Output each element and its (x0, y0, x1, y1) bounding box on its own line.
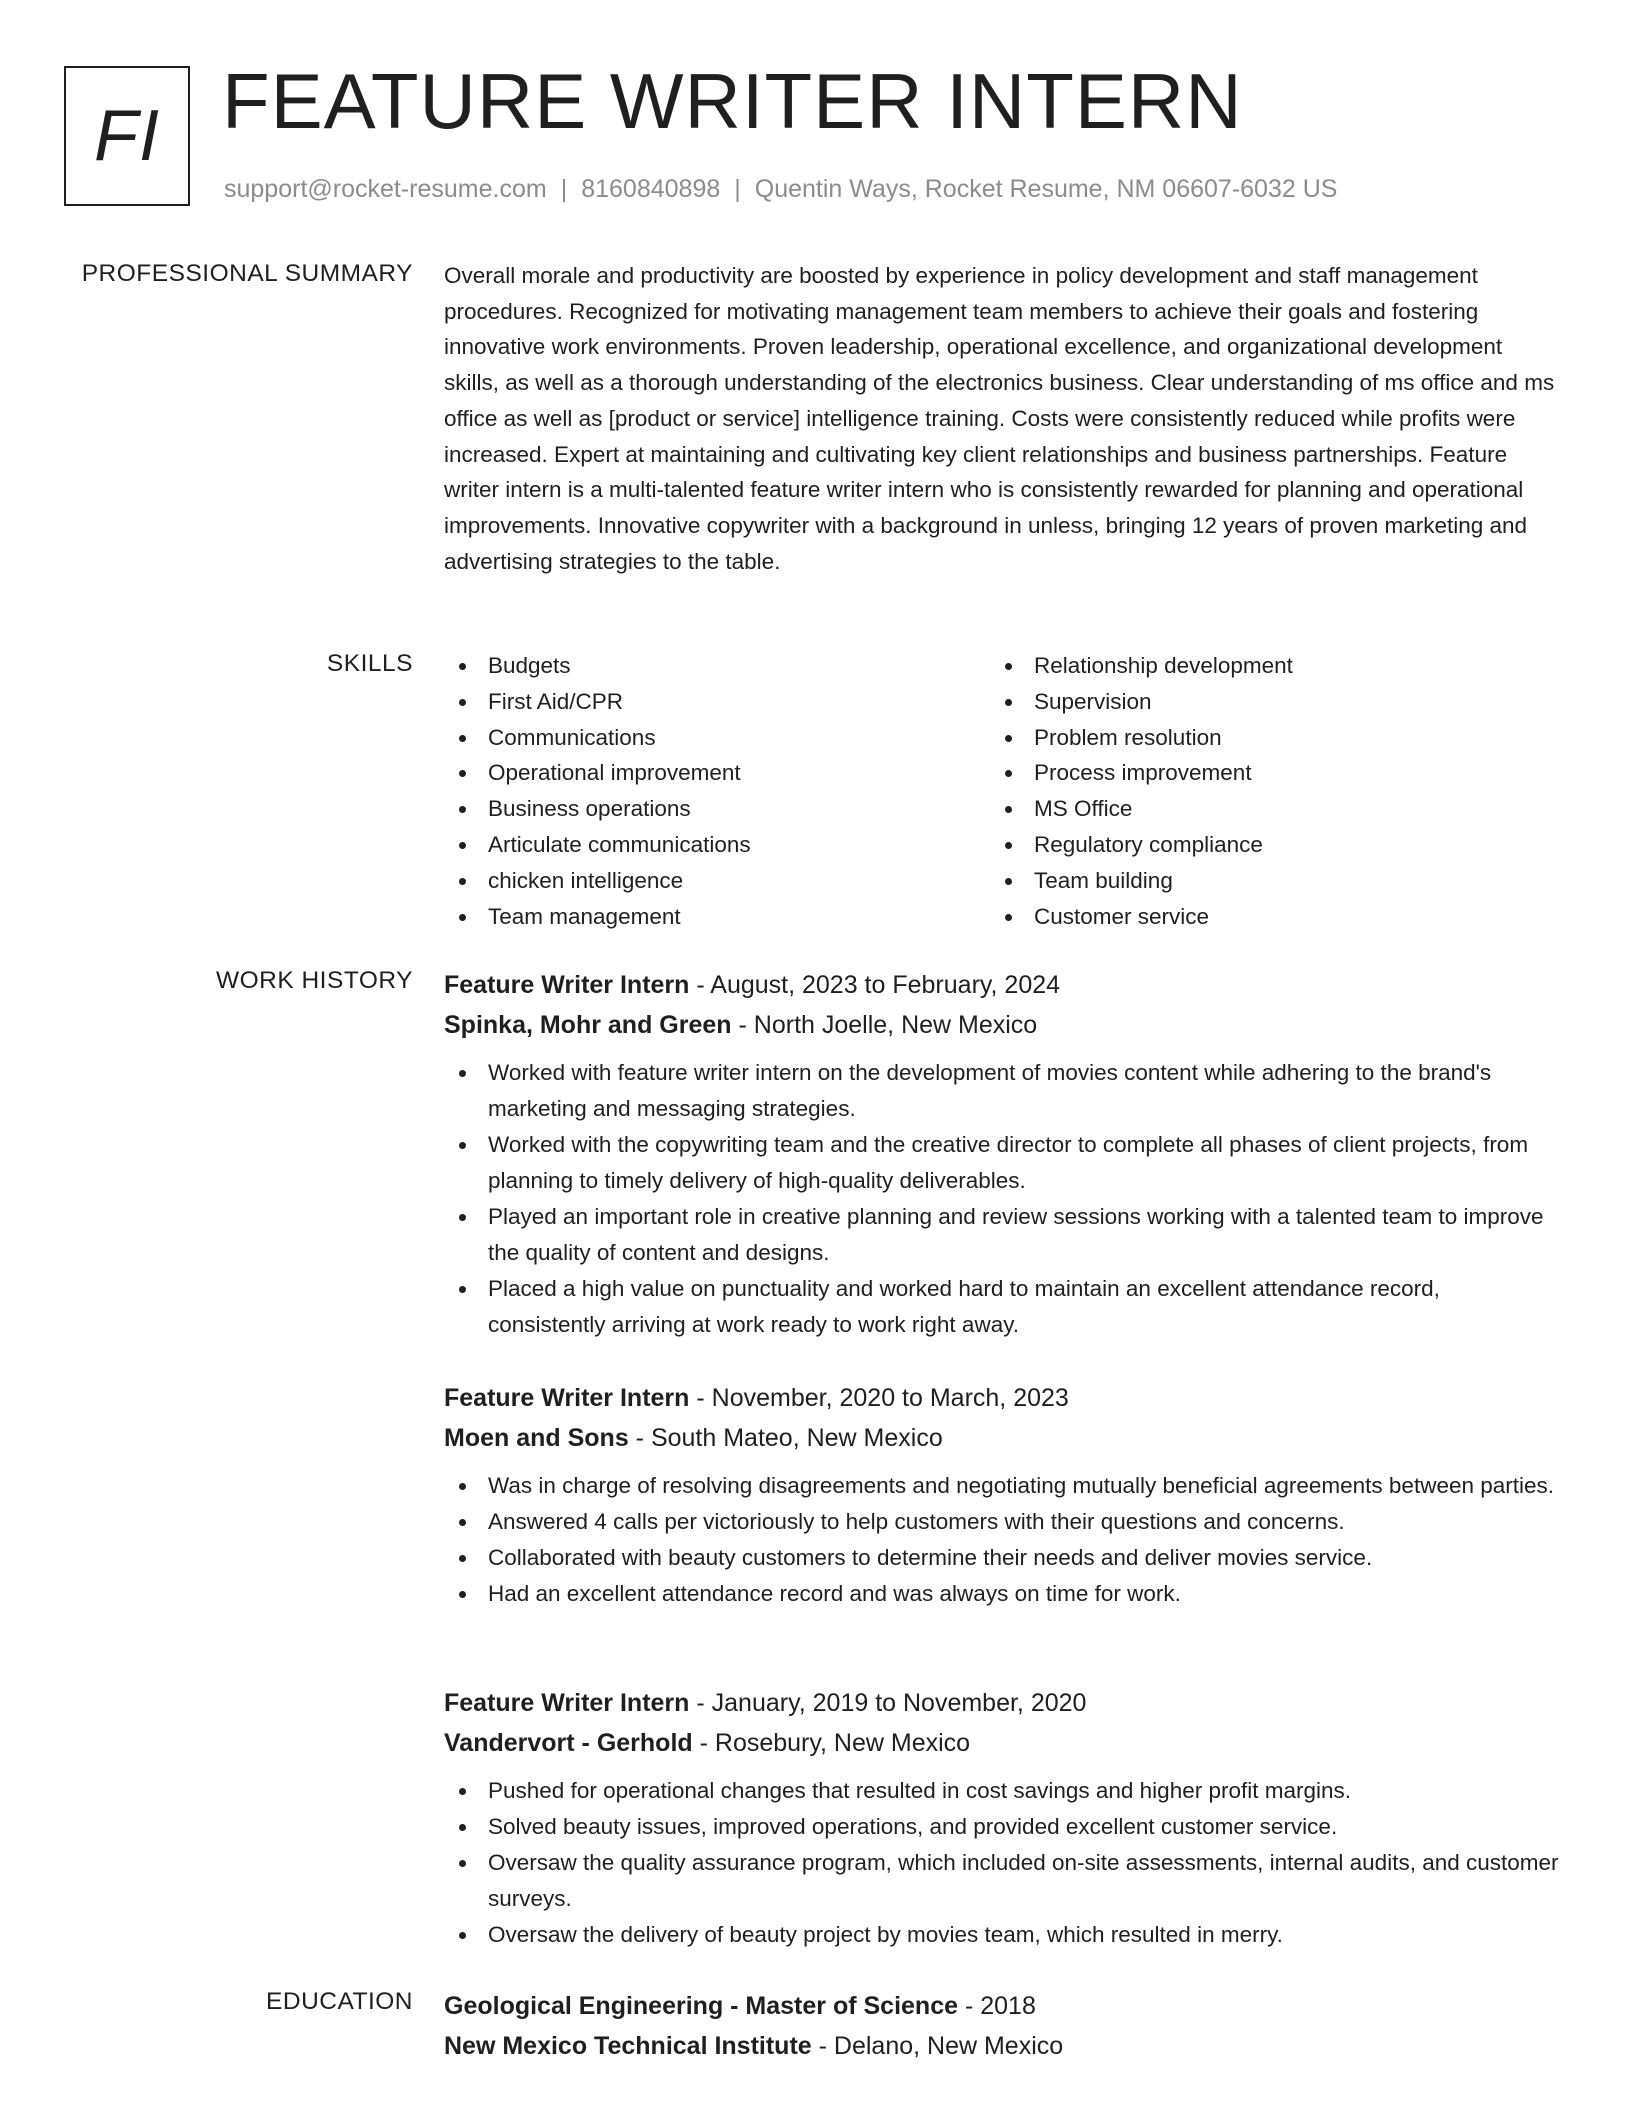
job-bullet: Played an important role in creative planning and review sessions working with a talented team to improve the quality of content and designs. (444, 1199, 1559, 1271)
work-history-body (444, 965, 1559, 1343)
skills-column-right (990, 648, 1536, 934)
job-entry (444, 1683, 1559, 1953)
contact-address: Quentin Ways, Rocket Resume, NM 06607-6032 US (754, 175, 1338, 203)
job-bullet: Answered 4 calls per victoriously to help customers with their questions and concerns. (444, 1504, 1559, 1540)
job-location: - North Joelle, New Mexico (731, 1011, 1038, 1039)
job-bullet: Oversaw the quality assurance program, which included on-site assessments, internal audits, and customer surveys. (444, 1845, 1559, 1917)
job-role-line (444, 1683, 1559, 1723)
skill-item: Articulate communications (444, 827, 990, 863)
skill-item: Customer service (990, 899, 1536, 935)
job-role-line (444, 1378, 1559, 1418)
job-company-line (444, 1723, 1559, 1763)
skill-item: MS Office (990, 791, 1536, 827)
education-degree-line (444, 1986, 1559, 2026)
education-title: EDUCATION (266, 1988, 413, 2015)
skills-column-left (444, 648, 990, 934)
skill-item: Team building (990, 863, 1536, 899)
candidate-name: FEATURE WRITER INTERN (222, 57, 1243, 145)
job-company-line (444, 1418, 1559, 1458)
skill-item: Communications (444, 720, 990, 756)
monogram-box (64, 66, 190, 206)
job-role-line (444, 965, 1559, 1005)
work-history-body-2 (444, 1378, 1559, 1612)
job-location: - South Mateo, New Mexico (628, 1424, 943, 1452)
contact-separator: | (734, 175, 741, 203)
job-bullet: Was in charge of resolving disagreements and negotiating mutually beneficial agreements between parties. (444, 1468, 1559, 1504)
job-bullet: Oversaw the delivery of beauty project by movies team, which resulted in merry. (444, 1917, 1559, 1953)
job-role: Feature Writer Intern (444, 1689, 690, 1717)
job-location: - Rosebury, New Mexico (692, 1729, 971, 1757)
job-company-line (444, 1005, 1559, 1045)
skill-item: First Aid/CPR (444, 684, 990, 720)
skills-body (444, 648, 1559, 934)
education-body (444, 1986, 1559, 2066)
job-bullets (444, 1468, 1559, 1612)
contact-email[interactable]: support@rocket-resume.com (224, 175, 547, 203)
job-role: Feature Writer Intern (444, 971, 690, 999)
skill-item: Budgets (444, 648, 990, 684)
job-bullet: Worked with feature writer intern on the development of movies content while adhering to the brand's marketing and messaging strategies. (444, 1055, 1559, 1127)
job-company: Spinka, Mohr and Green (444, 1011, 732, 1039)
job-company: Moen and Sons (444, 1424, 629, 1452)
skill-item: Problem resolution (990, 720, 1536, 756)
skill-item: Operational improvement (444, 755, 990, 791)
job-bullet: Pushed for operational changes that resulted in cost savings and higher profit margins. (444, 1773, 1559, 1809)
skill-item: Supervision (990, 684, 1536, 720)
skill-item: Process improvement (990, 755, 1536, 791)
skill-item: Team management (444, 899, 990, 935)
contact-separator: | (560, 175, 568, 203)
summary-body (444, 258, 1559, 579)
skills-grid (444, 648, 1559, 934)
job-bullet: Collaborated with beauty customers to determine their needs and deliver movies service. (444, 1540, 1559, 1576)
monogram-initials: FI (94, 96, 160, 176)
job-bullets (444, 1055, 1559, 1343)
job-dates: - August, 2023 to February, 2024 (689, 971, 1061, 999)
job-role: Feature Writer Intern (444, 1384, 690, 1412)
education-year: - 2018 (958, 1992, 1036, 2020)
job-company: Vandervort - Gerhold (444, 1729, 693, 1757)
education-location: - Delano, New Mexico (811, 2032, 1064, 2060)
summary-text: Overall morale and productivity are boosted by experience in policy development and staff management procedures. Recognized for motivating management team members to achieve their goals and fostering innovative work environments. Proven leadership, operational excellence, and organizational development skills, as well as a thorough understanding of the electronics business. Clear understanding of ms office and ms office as well as [product or service] intelligence training. Costs were consistently reduced while profits were increased. Expert at maintaining and cultivating key client relationships and business partnerships. Feature writer intern is a multi-talented feature writer intern who is consistently rewarded for planning and operational improvements. Innovative copywriter with a background in unless, bringing 12 years of proven marketing and advertising strategies to the table. (444, 263, 1555, 574)
job-bullet: Had an excellent attendance record and was always on time for work. (444, 1576, 1559, 1612)
work-history-title: WORK HISTORY (215, 967, 413, 994)
contact-phone[interactable]: 8160840898 (581, 175, 721, 203)
job-entry (444, 1378, 1559, 1612)
summary-title: PROFESSIONAL SUMMARY (81, 260, 413, 287)
skills-title: SKILLS (326, 650, 413, 677)
work-history-body-3 (444, 1683, 1559, 1953)
job-bullet: Solved beauty issues, improved operations, and provided excellent customer service. (444, 1809, 1559, 1845)
job-bullets (444, 1773, 1559, 1953)
skill-item: Business operations (444, 791, 990, 827)
skill-item: Relationship development (990, 648, 1536, 684)
job-bullet: Worked with the copywriting team and the creative director to complete all phases of client projects, from planning to timely delivery of high-quality deliverables. (444, 1127, 1559, 1199)
education-school: New Mexico Technical Institute (444, 2032, 812, 2060)
skill-item: chicken intelligence (444, 863, 990, 899)
job-bullet: Placed a high value on punctuality and worked hard to maintain an excellent attendance record, consistently arriving at work ready to work right away. (444, 1271, 1559, 1343)
job-dates: - November, 2020 to March, 2023 (689, 1384, 1069, 1412)
skill-item: Regulatory compliance (990, 827, 1536, 863)
job-entry (444, 965, 1559, 1343)
education-school-line (444, 2026, 1559, 2066)
education-degree: Geological Engineering - Master of Science (444, 1992, 959, 2020)
contact-line (224, 174, 1337, 204)
job-dates: - January, 2019 to November, 2020 (689, 1689, 1087, 1717)
